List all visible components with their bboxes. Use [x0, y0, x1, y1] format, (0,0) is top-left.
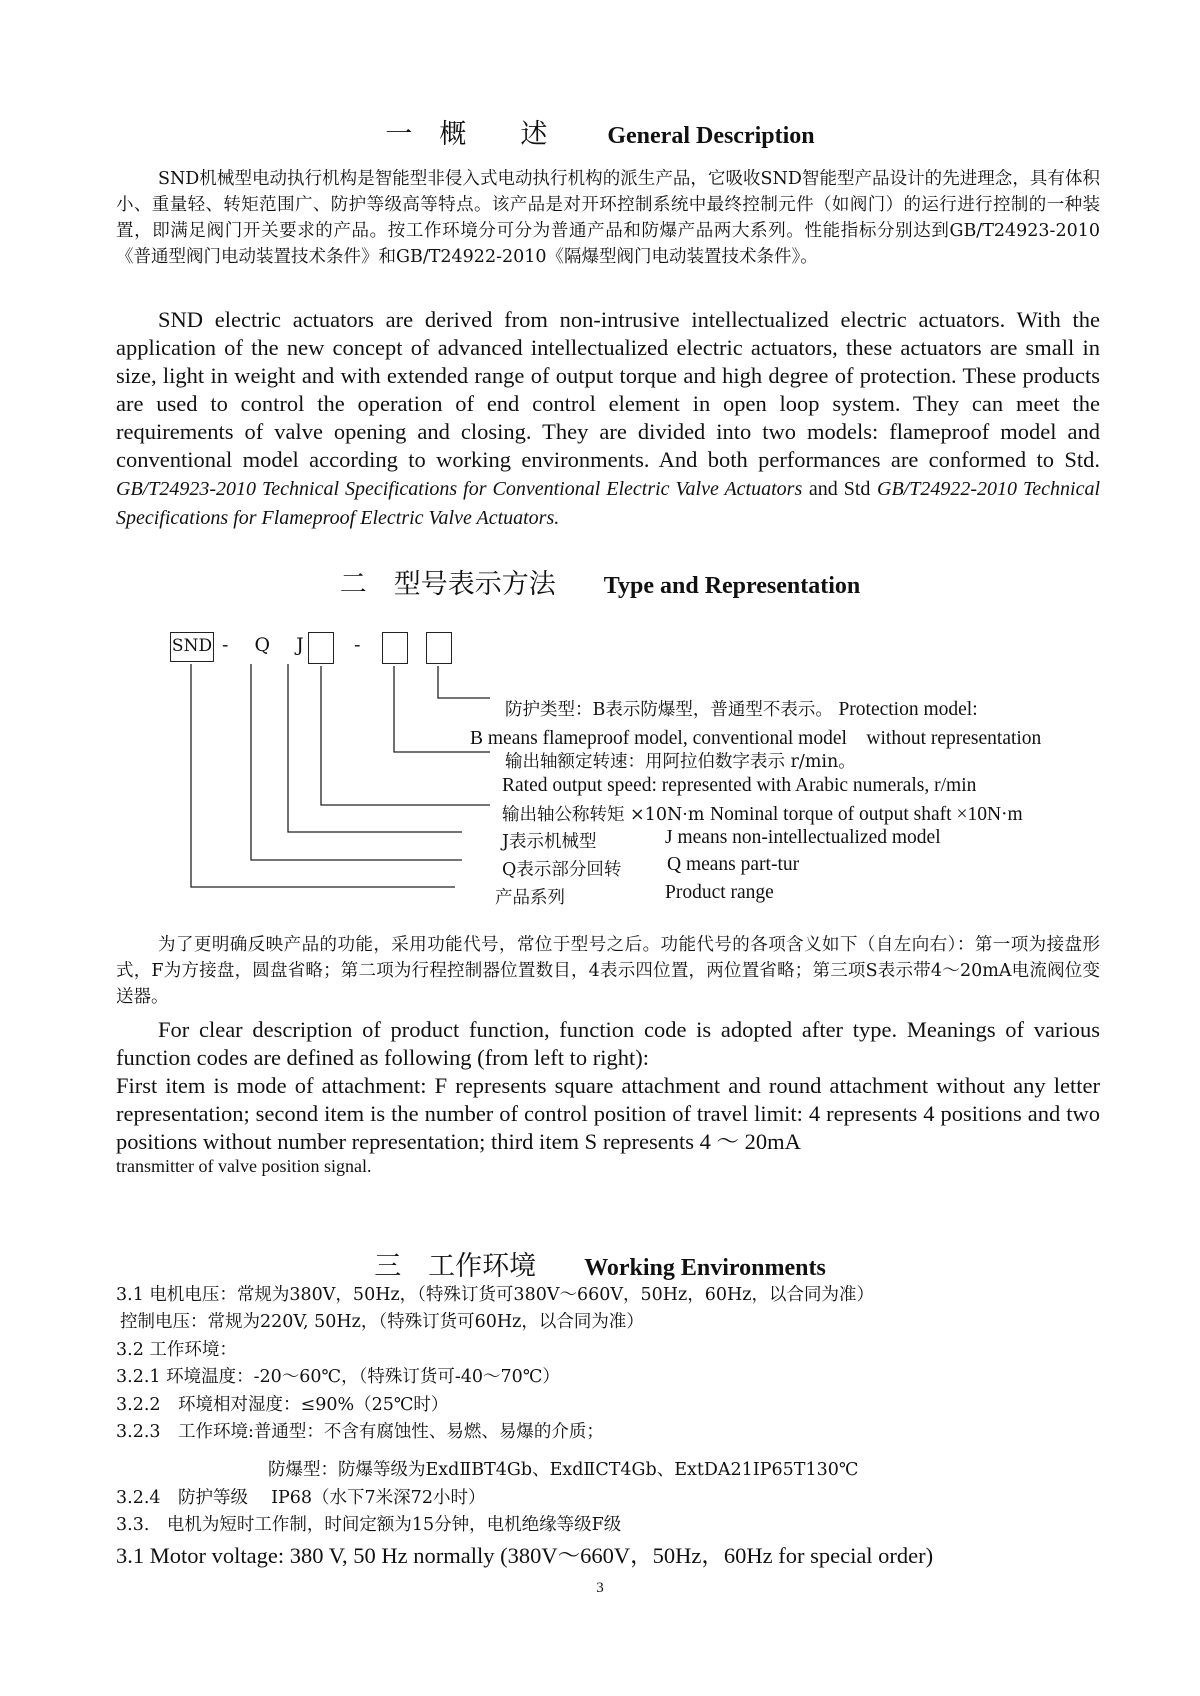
- label-torque-en: Nominal torque of output shaft ×10N·m: [710, 804, 1023, 825]
- function-code-en-intro: For clear description of product function, function code is adopted after type. Meanings of various function codes are defined as following (from left to right):: [116, 1017, 1100, 1070]
- label-q-partturn-en: Q means part-tur: [667, 854, 800, 875]
- env-line-humidity: 3.2.2 环境相对湿度：≤90%（25℃时）: [116, 1395, 449, 1415]
- section-title-zh: 二 型号表示方法: [339, 569, 556, 600]
- label-q-partturn-zh: Q表示部分回转: [502, 860, 622, 880]
- page-number: 3: [596, 1580, 604, 1596]
- general-description-zh: SND机械型电动执行机构是智能型非侵入式电动执行机构的派生产品，它吸收SND智能型产品设计的先进理念，具有体积小、重量轻、转矩范围广、防护等级高等特点。该产品是对开环控制系统中最终控制元件（如阀门）的运行进行控制的一种装置，即满足阀门开关要求的产品。按工作环境分可分为普通产品和防爆产品两大系列。性能指标分别达到GB/T24923-2010《普通型阀门电动装置技术条件》和GB/T24922-2010《隔爆型阀门电动装置技术条件》。: [116, 169, 1100, 267]
- label-product-range-zh: 产品系列: [495, 888, 565, 908]
- label-j-model-en: J means non-intellectualized model: [665, 827, 941, 848]
- and-std-text: and Std: [808, 478, 871, 500]
- label-rated-speed-zh: 输出轴额定转速：用阿拉伯数字表示 r/min。: [505, 752, 856, 772]
- env-line-control-voltage: 控制电压：常规为220V, 50Hz，（特殊订货可60Hz，以合同为准）: [120, 1312, 644, 1332]
- env-line-medium: 3.2.3 工作环境:普通型：不含有腐蚀性、易燃、易爆的介质；: [116, 1422, 604, 1442]
- code-snd-box: SND: [170, 632, 214, 662]
- section-title-type-representation: [0, 562, 1200, 601]
- label-torque: [502, 801, 1023, 826]
- label-torque-zh: 输出轴公称转矩 ×10N·m: [502, 805, 705, 825]
- label-rated-speed-en: Rated output speed: represented with Arabic numerals, r/min: [502, 775, 977, 796]
- section-title-en: Type and Representation: [603, 573, 861, 599]
- env-line-duty: 3.3. 电机为短时工作制，时间定额为15分钟，电机绝缘等级F级: [116, 1515, 622, 1535]
- label-product-range-en: Product range: [665, 882, 774, 903]
- env-line-protection-class: 3.2.4 防护等级 IP68（水下7米深72小时）: [116, 1488, 486, 1508]
- env-line-explosion-class: 防爆型：防爆等级为ExdⅡBT4Gb、ExdⅡCT4Gb、ExtDA21IP65T130℃: [268, 1460, 859, 1480]
- std-conventional-title: GB/T24923-2010 Technical Specifications for Conventional Electric Valve Actuators: [116, 478, 803, 500]
- env-line-motor-voltage-en: 3.1 Motor voltage: 380 V, 50 Hz normally (380V～660V，50Hz，60Hz for special order): [116, 1543, 934, 1568]
- label-flameproof-means: B means flameproof model, conventional model without representation: [470, 728, 1042, 749]
- function-code-en-items: First item is mode of attachment: F represents square attachment and round attachment without any letter representation; second item is the number of control position of travel limit: 4 represents 4 positions and two positions without number representation; third item S represents 4 ～ 20mA: [116, 1073, 1100, 1154]
- env-line-temperature: 3.2.1 环境温度：-20～60℃，（特殊订货可-40～70℃）: [116, 1367, 560, 1387]
- section-title-en: Working Environments: [584, 1255, 826, 1281]
- label-protection-en: Protection model:: [838, 699, 978, 720]
- section-title-zh: 一 概 述: [385, 119, 548, 150]
- section-title-general-description: [0, 112, 1200, 151]
- function-code-en-tail: transmitter of valve position signal.: [116, 1156, 372, 1176]
- section-title-en: General Description: [607, 123, 815, 149]
- label-protection-model: [505, 696, 978, 721]
- env-line-work-environment: 3.2 工作环境：: [116, 1340, 237, 1360]
- section-title-zh: 三 工作环境: [374, 1251, 537, 1282]
- general-description-en-text: SND electric actuators are derived from non-intrusive intellectualized electric actuators. With the application of the new concept of advanced intellectualized electric actuators, these actuators are small in size, light in weight and with extended range of output torque and high degree of protection. These products are used to control the operation of end control element in open loop system. They can meet the requirements of valve opening and closing. They are divided into two models: flameproof model and conventional model according to working environments. And both performances are conformed to Std.: [116, 307, 1100, 472]
- label-j-model-zh: J表示机械型: [502, 832, 597, 852]
- env-line-motor-voltage: 3.1 电机电压：常规为380V，50Hz，（特殊订货可380V～660V，50Hz，60Hz，以合同为准）: [116, 1285, 875, 1305]
- section-title-working-environments: [0, 1244, 1200, 1283]
- label-protection-zh: 防护类型：B表示防爆型，普通型不表示。: [505, 700, 833, 720]
- code-dash: -: [354, 634, 361, 656]
- general-description-en: [116, 306, 1100, 532]
- code-q-j: - Q J: [222, 634, 314, 656]
- std-flameproof-title: GB/T24922-2010 Technical Specifications for Flameproof Electric Valve Actuators.: [116, 478, 1101, 529]
- function-code-zh: 为了更明确反映产品的功能，采用功能代号，常位于型号之后。功能代号的各项含义如下（自左向右）：第一项为接盘形式，F为方接盘，圆盘省略；第二项为行程控制器位置数目，4表示四位置，两位置省略；第三项S表示带4～20mA电流阀位变送器。: [116, 935, 1100, 1007]
